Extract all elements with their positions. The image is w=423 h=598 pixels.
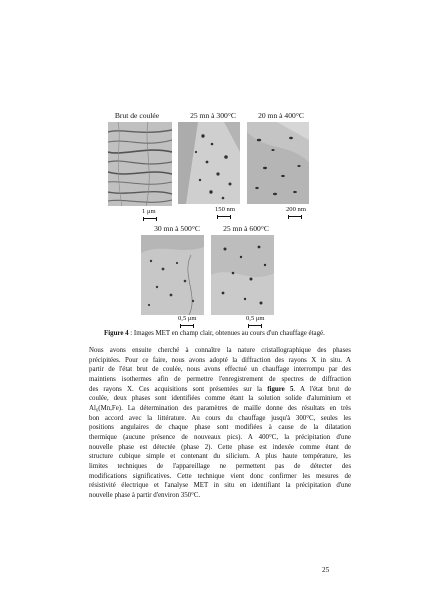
scale-bar-600c (248, 325, 262, 326)
scale-bar-as-cast (143, 218, 157, 219)
body-line-post: . A l'état brut de (293, 385, 351, 393)
body-line: nouvelle phase à partir d'environ 350°C. (89, 491, 201, 499)
micrograph-as-cast (108, 122, 172, 206)
body-line: Nous avons ensuite cherché à connaître la nature cristallographique des phases (89, 347, 351, 354)
body-line: Al₆(Mn,Fe). La détermination des paramètres de maille donne des résultats en très (89, 404, 351, 412)
body-line: précipitées. Pour ce faire, nous avons adopté la diffraction des rayons X in situ. A (89, 356, 351, 364)
scale-bar-300c (217, 216, 231, 217)
panel-title-400c: 20 mn à 400°C (258, 111, 304, 120)
figure-caption-label: Figure 4 (104, 330, 129, 337)
panel-title-500c: 30 mn à 500°C (154, 224, 200, 233)
body-line: thermique (aucune présence de nouveaux pics). A 400°C, la précipitation d'une (89, 433, 351, 441)
scale-bar-400c (288, 216, 302, 217)
micrograph-600c (211, 235, 274, 315)
body-line: maintiens isothermes afin de permettre l'enregistrement de spectres de diffraction (89, 375, 351, 383)
body-line: bon accord avec la littérature. Au cours du chauffage jusqu'à 300°C, seules les (89, 414, 351, 422)
body-line: partir de l'état brut de coulée, nous avons effectué un chauffage interrompu par des (89, 366, 351, 374)
scale-label-500c: 0,5 μm (178, 315, 197, 322)
panel-title-300c: 25 mn à 300°C (190, 111, 236, 120)
panel-title-600c: 25 mn à 600°C (223, 224, 269, 233)
micrograph-500c (141, 235, 204, 315)
body-line: structure cubique simple et contenant du silicium. A plus haute température, les (89, 453, 351, 461)
body-paragraph (89, 346, 351, 501)
body-line: nouvelle phase est détectée (phase 2). Cette phase est indexée comme étant de (89, 443, 351, 451)
micrograph-400c (247, 122, 309, 204)
scale-label-600c: 0,5 μm (246, 315, 265, 322)
figure-caption (104, 330, 354, 337)
panel-title-as-cast: Brut de coulée (114, 111, 160, 120)
figure-caption-text: : Images MET en champ clair, obtenues au cours d'un chauffage étagé. (128, 330, 325, 337)
scale-label-as-cast: 1 μm (142, 208, 156, 215)
micrograph-300c (178, 122, 240, 204)
body-line (89, 385, 351, 395)
body-line: positions angulaires de chaque phase sont modifiées à cause de la dilatation (89, 424, 351, 432)
body-line: limites techniques de l'appareillage ne permettent pas de détecter des (89, 462, 351, 470)
scale-bar-500c (180, 325, 194, 326)
scale-label-400c: 200 nm (286, 206, 306, 213)
body-line: résistivité électrique et l'analyse MET in situ en identifiant la précipitation d'une (89, 482, 351, 490)
body-line-pre: des rayons X. Ces acquisitions sont présentées sur la (89, 385, 268, 393)
figure-5-reference: figure 5 (267, 385, 294, 393)
page-number: 25 (322, 566, 330, 574)
body-line: coulée, deux phases sont identifiées comme étant la solution solide d'aluminium et (89, 395, 351, 403)
body-line: modifications significatives. Cette technique vient donc confirmer les mesures de (89, 472, 351, 480)
scale-label-300c: 150 nm (215, 206, 235, 213)
